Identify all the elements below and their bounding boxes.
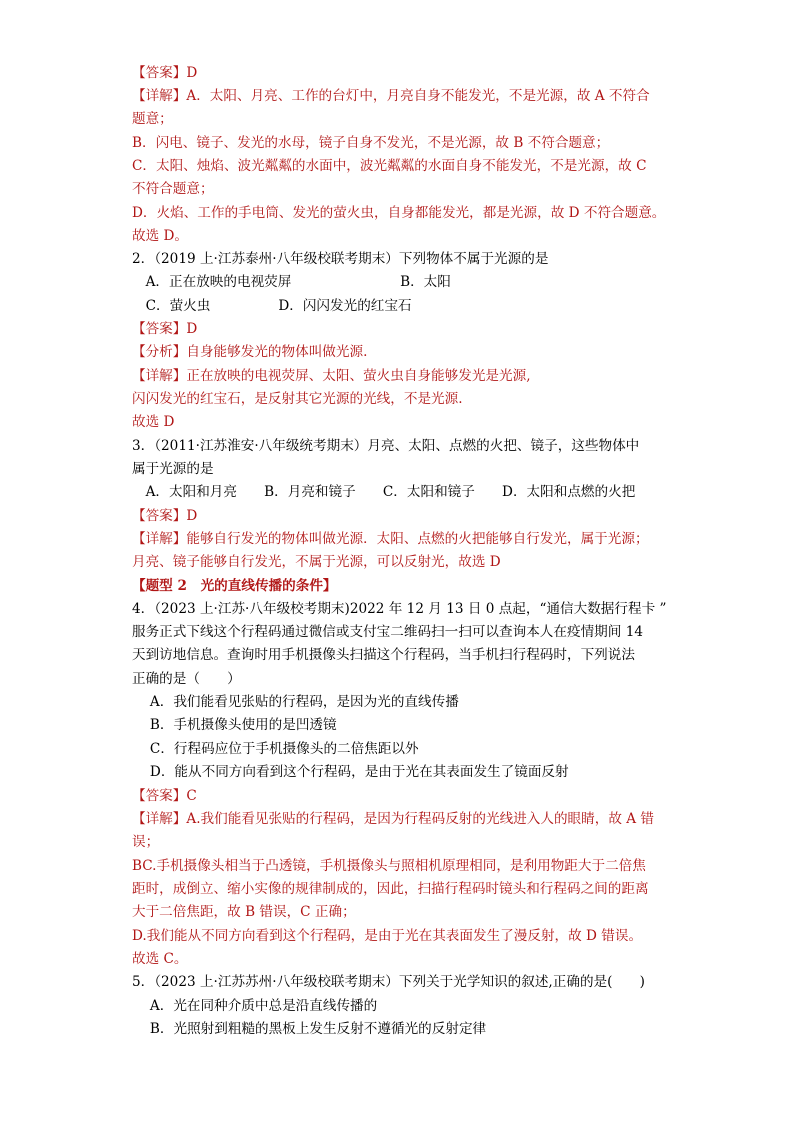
text-line [132,622,643,642]
text-segment: D．能从不同方向看到这个行程码，是由于光在其表面发生了镜面反射 [132,764,569,780]
text-line [132,949,188,969]
text-line [132,272,451,292]
text-line [132,1019,486,1039]
text-segment: A.我们能看见张贴的行程码，是因为行程码反射的光线进入人的眼睛，故 A 错 [186,811,654,827]
text-segment: 【答案】 [132,788,187,804]
text-line [132,156,647,176]
text-segment: D．火焰、工作的手电筒、发光的萤火虫，自身都能发光，都是光源，故 D 不符合题意。 [132,205,666,221]
text-line [132,692,459,712]
text-segment: 2．（2019 上·江苏泰州·八年级校联考期末）下列物体不属于光源的是 [132,251,549,267]
text-segment: 月亮、镜子能够自行发光，不属于光源，可以反射光，故选 D [132,554,501,570]
text-segment: 【详解】 [132,368,187,384]
text-segment: 正在放映的电视荧屏、太阳、萤火虫自身能够发光是光源, [186,368,531,384]
text-segment: 故选 D [132,414,175,430]
text-segment: C [186,788,197,804]
text-segment: BC.手机摄像头相当于凸透镜，手机摄像头与照相机原理相同，是利用物距大于二倍焦 [132,858,646,874]
text-segment: 误； [132,834,160,850]
text-segment: 天到访地信息。查询时用手机摄像头扫描这个行程码，当手机扫行程码时，下列说法 [132,647,635,663]
text-segment: B．光照射到粗糙的黑板上发生反射不遵循光的反射定律 [132,1021,487,1037]
text-line [132,109,173,129]
text-line [132,669,241,689]
text-line [132,786,197,806]
text-segment: 【题型 2 光的直线传播的条件】 [132,578,337,594]
text-line [132,319,197,339]
text-line [132,552,501,572]
text-line [132,226,188,246]
text-line [132,996,377,1016]
text-line [132,599,666,619]
text-segment: 故选 D。 [132,228,189,244]
text-segment: D.我们能从不同方向看到这个行程码，是由于光在其表面发生了漫反射，故 D 错误。 [132,928,643,944]
text-line [132,436,639,456]
text-segment: A．正在放映的电视荧屏 B．太阳 [132,274,451,290]
text-segment: 距时，成倒立、缩小实像的规律制成的，因此，扫描行程码时镜头和行程码之间的距离 [132,881,649,897]
text-line [132,879,649,899]
text-segment: 【详解】 [132,88,187,104]
text-line [132,506,197,526]
text-segment: 属于光源的是 [132,461,214,477]
text-line [132,133,609,153]
text-line [132,972,645,992]
text-segment: C．行程码应位于手机摄像头的二倍焦距以外 [132,741,419,757]
text-line [132,86,650,106]
text-line [132,459,214,479]
text-segment: C．太阳、烛焰、波光粼粼的水面中，波光粼粼的水面自身不能发光，不是光源，故 C [132,158,647,174]
text-segment: 题意； [132,111,173,127]
text-line [132,63,197,83]
text-segment: 自身能够发光的物体叫做光源. [186,344,368,360]
text-segment: 正确的是（ ） [132,671,241,687]
text-line [132,389,463,409]
text-segment: 故选 C。 [132,951,188,967]
text-line [132,809,654,829]
text-segment: 5．（2023 上·江苏苏州·八年级校联考期末）下列关于光学知识的叙述,正确的是( ) [132,974,645,990]
text-segment: D [186,65,198,81]
text-line [132,926,642,946]
text-segment: B．手机摄像头使用的是凹透镜 [132,717,337,733]
text-line [132,412,174,432]
text-line [132,366,531,386]
text-segment: A．太阳和月亮 B．月亮和镜子 C．太阳和镜子 D．太阳和点燃的火把 [132,484,636,500]
text-line [132,856,646,876]
text-segment: 4．（2023 上·江苏·八年级校考期末)2022 年 12 月 13 日 0 点起，“通信大数据行程卡 ” [132,601,667,617]
text-segment: 不符合题意； [132,181,214,197]
text-segment: 能够自行发光的物体叫做光源．太阳、点燃的火把能够自行发光，属于光源； [186,531,649,547]
text-segment: 大于二倍焦距，故 B 错误，C 正确； [132,904,356,920]
text-line [132,249,548,269]
text-segment: 【答案】 [132,321,187,337]
text-segment: A．太阳、月亮、工作的台灯中，月亮自身不能发光，不是光源，故 A 不符合 [186,88,650,104]
text-segment: C．萤火虫 D．闪闪发光的红宝石 [132,298,412,314]
text-segment: 3．（2011·江苏淮安·八年级统考期末）月亮、太阳、点燃的火把、镜子，这些物体中 [132,438,640,454]
text-line [132,179,214,199]
text-line [132,762,569,782]
text-segment: 【详解】 [132,811,187,827]
text-segment: 【详解】 [132,531,187,547]
text-segment: 【答案】 [132,65,187,81]
text-line [132,902,356,922]
text-line [132,482,635,502]
text-segment: 【答案】 [132,508,187,524]
text-line [132,739,419,759]
text-segment: A．光在同种介质中总是沿直线传播的 [132,998,378,1014]
text-segment: A．我们能看见张贴的行程码，是因为光的直线传播 [132,694,459,710]
text-line [132,576,337,596]
text-segment: 服务正式下线这个行程码通过微信或支付宝二维码扫一扫可以查询本人在疫情期间 14 [132,624,643,640]
text-line [132,296,412,316]
text-segment: 【分析】 [132,344,187,360]
text-segment: 闪闪发光的红宝石，是反射其它光源的光线，不是光源. [132,391,463,407]
text-segment: B．闪电、镜子、发光的水母，镜子自身不发光，不是光源，故 B 不符合题意； [132,135,610,151]
text-line [132,203,665,223]
text-line [132,342,367,362]
text-segment: D [186,508,198,524]
text-line [132,715,337,735]
text-line [132,832,159,852]
text-line [132,529,649,549]
text-line [132,645,635,665]
text-segment: D [186,321,198,337]
